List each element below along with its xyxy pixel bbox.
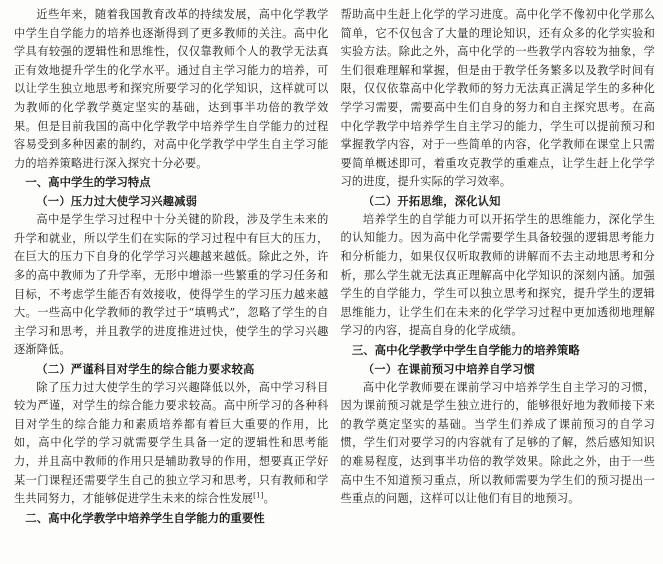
subsection-heading-2-2: （二）开拓思维，深化认知 xyxy=(362,193,501,208)
intro-paragraph: 近些年来，随着我国教育改革的持续发展，高中化学教学中学生自学能力的培养也逐渐得到了更多教师的关注。高中化学具有较强的逻辑性和思维性，仅仅靠教师个人的教学无法真正有效地提升学生的化学水平。通过自主学习能力的培养，可以让学生独立地思考和探究所要学习的化学知识，这样就可以为教师的化学教学奠定坚实的基础，达到事半功倍的教学效果。但是目前我国的高中化学教学中培养学生自学能力的过程容易受到多种因素的制约，对高中化学教学中学生自主学习能力的培养策略进行深入探究十分必要。 xyxy=(14,8,329,170)
subsection-heading-3-1: （一）在课前预习中培养自学习惯 xyxy=(362,361,536,376)
continued-paragraph: 帮助高中生赶上化学的学习进度。高中化学不像初中化学那么简单，它不仅包含了大量的理论知识，还有众多的化学实验和实验方法。除此之外，高中化学的一些教学内容较为抽象，学生们很难理解和掌握，但是由于教学任务繁多以及教学时间有限，仅仅依靠高中化学教师的努力无法真正满足学生的多种化学学习需要，需要高中生们自身的努力和自主探究思考。在高中化学教学中培养学生自主学习的能力，学生可以提前预习和掌握教学内容，对于一些简单的内容，化学教师在课堂上只需要简单概述即可，着重攻克教学的重难点，让学生赶上化学学习的进度，提升实际的学习效率。 xyxy=(340,8,655,189)
section-heading-1: 一、高中学生的学习特点 xyxy=(25,175,151,190)
subsection-paragraph-1-2 xyxy=(14,379,329,509)
section-heading-2: 二、高中化学教学中培养学生自学能力的重要性 xyxy=(25,510,265,525)
subsection-paragraph-1-1: 高中是学生学习过程中十分关键的阶段，涉及学生未来的升学和就业，所以学生们在实际的学习过程中有巨大的压力，在巨大的压力下自身的化学学习兴趣越来越低。除此之外，许多的高中教师为了升学率，无形中增添一些繁重的学习任务和目标，不考虑学生能否有效接收，使得学生的学习压力越来越大。一些高中化学教师的教学过于“填鸭式”，忽略了学生的自主学习和思考，并且教学的进度推进过快，使学生的学习兴趣逐渐降低。 xyxy=(14,213,329,357)
citation-reference: [1] xyxy=(253,491,264,500)
right-column xyxy=(341,6,656,564)
subsection-heading-1-2: （二）严谨科目对学生的综合能力要求较高 xyxy=(36,361,255,376)
section-heading-3: 三、高中化学教学中学生自学能力的培养策略 xyxy=(351,342,580,357)
subsection-heading-1-1: （一）压力过大使学习兴趣减弱 xyxy=(36,194,198,209)
subsection-text-1-2: 除了压力过大使学生的学习兴趣降低以外，高中学习科目较为严谨，对学生的综合能力要求较高。高中所学习的各种科目对学生的综合能力和素质培养都有着巨大重要的作用，比如，高中化学的学习就需要学生具备一定的逻辑性和思考能力，并且高中教师的作用只是辅助教导的作用，想要真正学好某一门课程还需要学生自己的独立学习和思考，只有教师和学生共同努力，才能够促进学生未来的综合性发展 xyxy=(14,380,329,506)
subsection-paragraph-2-2: 培养学生的自学能力可以开拓学生的思维能力，深化学生的认知能力。因为高中化学需要学生具备较强的逻辑思考能力和分析能力，如果仅仅听取教师的讲解而不去主动地思考和分析，那么学生就无法真正理解高中化学知识的深刻内涵。加强学生的自学能力，学生可以独立思考和探究，提升学生的逻辑思维能力，让学生们在未来的化学学习过程中更加透彻地理解学习的内容，提高自身的化学成绩。 xyxy=(340,212,655,338)
subsection-paragraph-3-1: 高中化学教师要在课前学习中培养学生自主学习的习惯，因为课前预习就是学生独立进行的，能够很好地为教师接下来的教学奠定坚实的基础。当学生们养成了课前预习的自学习惯，学生们对要学习的内容就有了足够的了解，然后感知知识的难易程度，达到事半功倍的教学效果。除此之外，由于一些高中生不知道预习重点，所以教师需要为学生们的预习提出一些重点的问题，这样可以让他们有目的地预习。 xyxy=(340,380,655,506)
sentence-end: 。 xyxy=(263,492,276,506)
left-column xyxy=(14,6,329,564)
